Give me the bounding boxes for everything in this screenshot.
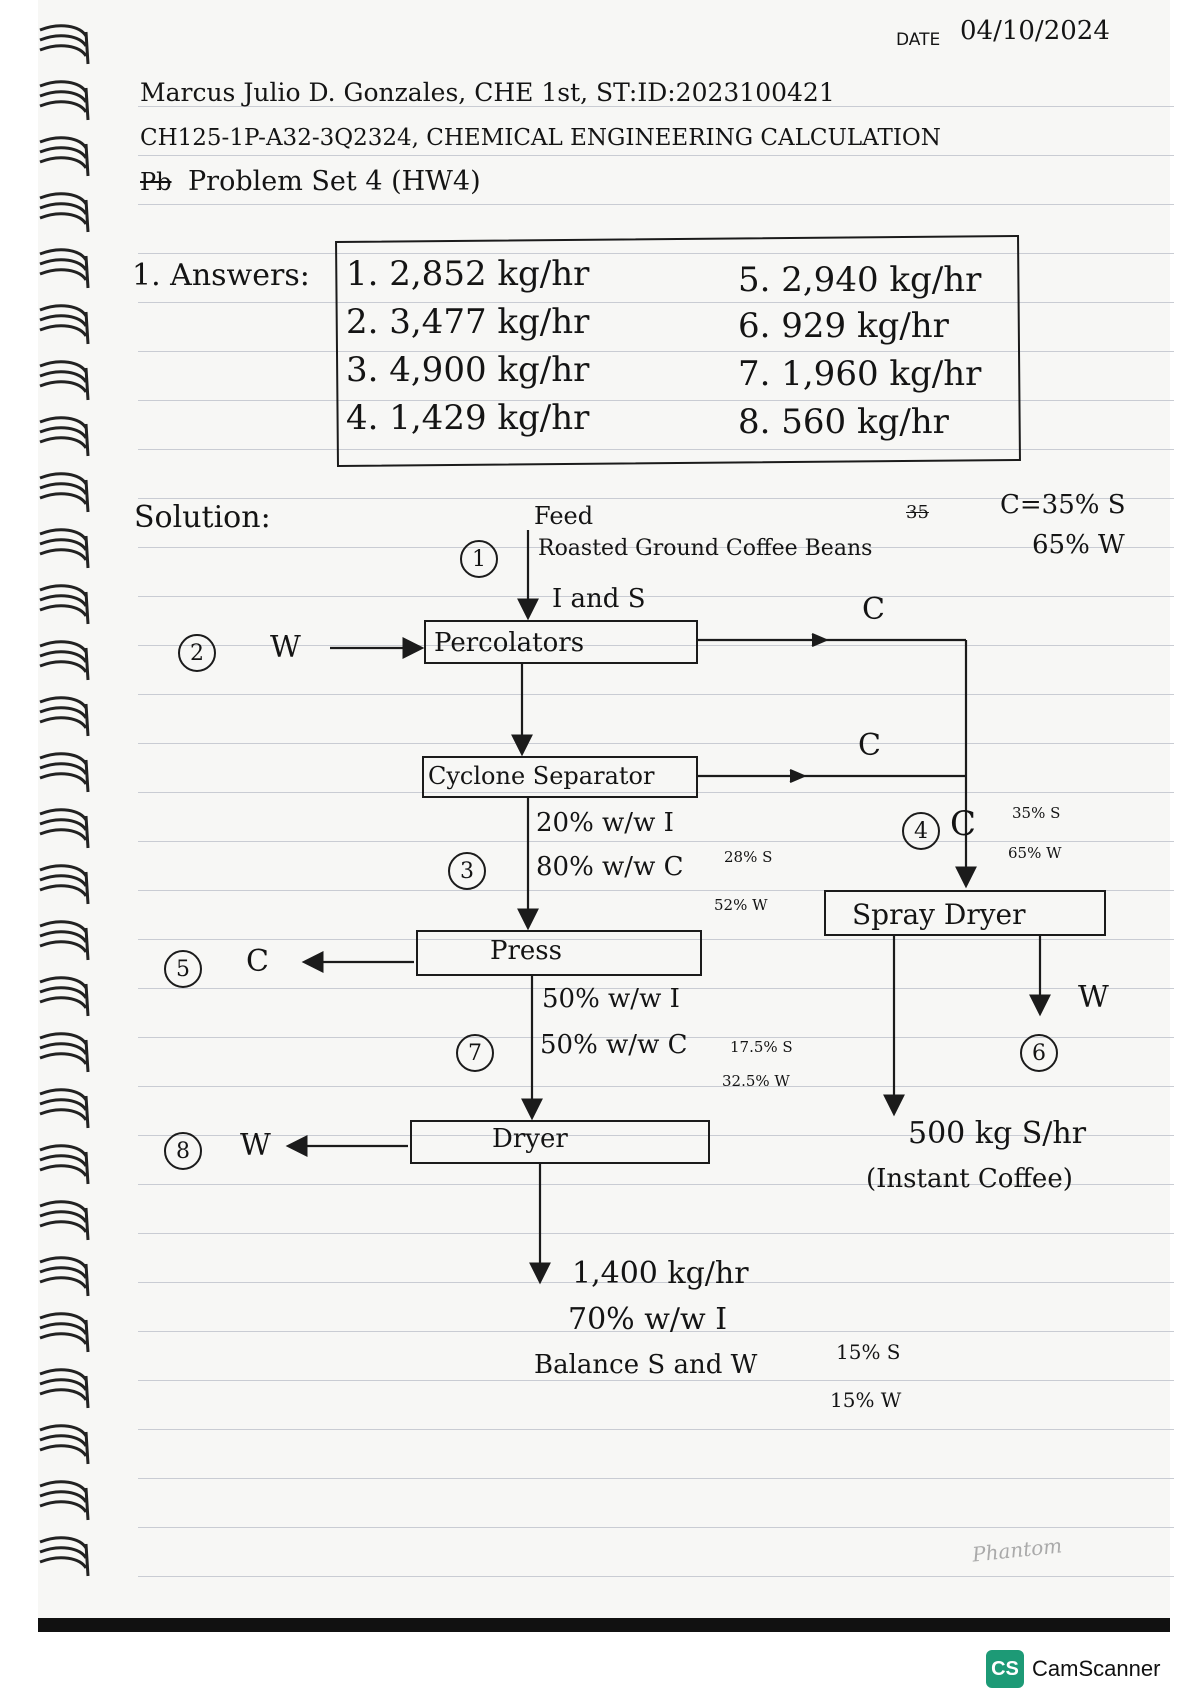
dryer-output-w: 15% W xyxy=(830,1388,902,1412)
ruled-line xyxy=(138,155,1174,156)
spiral-coil xyxy=(40,754,88,792)
spiral-coil xyxy=(40,362,88,400)
answer-1: 1. 2,852 kg/hr xyxy=(346,254,590,294)
answer-7: 7. 1,960 kg/hr xyxy=(738,354,982,394)
camscanner-text: CamScanner xyxy=(1032,1656,1161,1681)
stream-8-w: W xyxy=(240,1128,271,1163)
answers-label: 1. Answers: xyxy=(132,258,310,293)
spiral-coil xyxy=(40,138,88,176)
spiral-coil xyxy=(40,82,88,120)
answer-3: 3. 4,900 kg/hr xyxy=(346,350,590,390)
spiral-coil xyxy=(40,698,88,736)
spiral-coil xyxy=(40,1258,88,1296)
date-value: 04/10/2024 xyxy=(960,16,1110,46)
spiral-coil xyxy=(40,978,88,1016)
stream-5-c: C xyxy=(246,944,269,979)
dryer-output-balance: Balance S and W xyxy=(534,1350,758,1380)
stream-7-marker: 7 xyxy=(456,1034,494,1072)
spiral-coil xyxy=(40,1482,88,1520)
spiral-coil xyxy=(40,1538,88,1576)
spiral-coil xyxy=(40,26,88,64)
stream-3-insoluble: 20% w/w I xyxy=(536,808,674,838)
spiral-coil xyxy=(40,1314,88,1352)
stream-3-s: 28% S xyxy=(724,848,773,866)
camscanner-mark-icon: CS xyxy=(986,1650,1024,1688)
spray-dryer-label: Spray Dryer xyxy=(852,898,1026,931)
feed-composition: I and S xyxy=(552,584,646,614)
solution-label: Solution: xyxy=(134,500,271,535)
problem-set-title: Problem Set 4 (HW4) xyxy=(188,166,481,197)
stream-6-marker: 6 xyxy=(1020,1034,1058,1072)
spiral-coil xyxy=(40,306,88,344)
spiral-coil xyxy=(40,1146,88,1184)
feed-description: Roasted Ground Coffee Beans xyxy=(538,536,873,561)
stream-2-marker: 2 xyxy=(178,634,216,672)
signature: Phantom xyxy=(970,1533,1064,1567)
product-rate: 500 kg S/hr xyxy=(908,1116,1087,1151)
stream-4-s: 35% S xyxy=(1012,804,1061,822)
ruled-line xyxy=(138,694,1174,695)
spiral-coil xyxy=(40,1370,88,1408)
spiral-binding xyxy=(0,0,110,1620)
ruled-line xyxy=(138,1478,1174,1479)
struck-text: Pb xyxy=(140,168,172,196)
percolators-c-label: C xyxy=(862,592,885,627)
stream-7-c: 50% w/w C xyxy=(540,1030,688,1060)
ruled-line xyxy=(138,841,1174,842)
ruled-line xyxy=(138,1429,1174,1430)
percolators-label: Percolators xyxy=(434,628,585,658)
spiral-coil xyxy=(40,1202,88,1240)
stream-4-w: 65% W xyxy=(1008,844,1062,862)
spiral-coil xyxy=(40,474,88,512)
spiral-coil xyxy=(40,866,88,904)
spiral-coil xyxy=(40,530,88,568)
spiral-coil xyxy=(40,1034,88,1072)
course-line: CH125-1P-A32-3Q2324, CHEMICAL ENGINEERING CALCULATION xyxy=(140,125,941,151)
ruled-line xyxy=(138,204,1174,205)
spiral-coil xyxy=(40,642,88,680)
dryer-output-insoluble: 70% w/w I xyxy=(568,1302,728,1337)
stream-1-marker: 1 xyxy=(460,540,498,578)
stream-4-marker: 4 xyxy=(902,812,940,850)
spiral-coil xyxy=(40,1426,88,1464)
stream-3-w: 52% W xyxy=(714,896,768,914)
answer-8: 8. 560 kg/hr xyxy=(738,402,949,442)
ruled-line xyxy=(138,743,1174,744)
stream-7-s: 17.5% S xyxy=(730,1038,793,1056)
ruled-line xyxy=(138,1380,1174,1381)
date-label: DATE xyxy=(896,30,941,50)
answer-2: 2. 3,477 kg/hr xyxy=(346,302,590,342)
c-composition-s: C=35% S xyxy=(1000,490,1126,520)
stream-7-w: 32.5% W xyxy=(722,1072,790,1090)
ruled-line xyxy=(138,1086,1174,1087)
stream-7-insoluble: 50% w/w I xyxy=(542,984,680,1014)
struck-35: 35 xyxy=(906,502,929,523)
camscanner-logo xyxy=(986,1650,1160,1688)
stream-3-marker: 3 xyxy=(448,852,486,890)
ruled-line xyxy=(138,1576,1174,1577)
spiral-coil xyxy=(40,922,88,960)
spiral-coil xyxy=(40,1090,88,1128)
feed-label: Feed xyxy=(534,502,594,530)
water-in-label: W xyxy=(270,630,301,665)
ruled-line xyxy=(138,596,1174,597)
dryer-output-s: 15% S xyxy=(836,1340,901,1364)
spiral-coil xyxy=(40,810,88,848)
answer-4: 4. 1,429 kg/hr xyxy=(346,398,590,438)
press-label: Press xyxy=(490,936,562,966)
answer-5: 5. 2,940 kg/hr xyxy=(738,260,982,300)
cyclone-c-label: C xyxy=(858,728,881,763)
cyclone-separator-label: Cyclone Separator xyxy=(428,762,655,790)
spiral-coil xyxy=(40,418,88,456)
answer-6: 6. 929 kg/hr xyxy=(738,306,949,346)
ruled-line xyxy=(138,1527,1174,1528)
spiral-coil xyxy=(40,250,88,288)
stream-6-w: W xyxy=(1078,980,1109,1015)
stream-5-marker: 5 xyxy=(164,950,202,988)
stream-3-c: 80% w/w C xyxy=(536,852,684,882)
product-name: (Instant Coffee) xyxy=(866,1164,1073,1194)
spiral-coil xyxy=(40,586,88,624)
dryer-output-rate: 1,400 kg/hr xyxy=(572,1256,749,1291)
student-line: Marcus Julio D. Gonzales, CHE 1st, ST:ID:2023100421 xyxy=(140,78,835,107)
dryer-label: Dryer xyxy=(492,1124,568,1154)
spiral-coil xyxy=(40,194,88,232)
c-composition-w: 65% W xyxy=(1032,530,1125,560)
stream-4-c: C xyxy=(950,804,977,844)
ruled-line xyxy=(138,1233,1174,1234)
stream-8-marker: 8 xyxy=(164,1132,202,1170)
